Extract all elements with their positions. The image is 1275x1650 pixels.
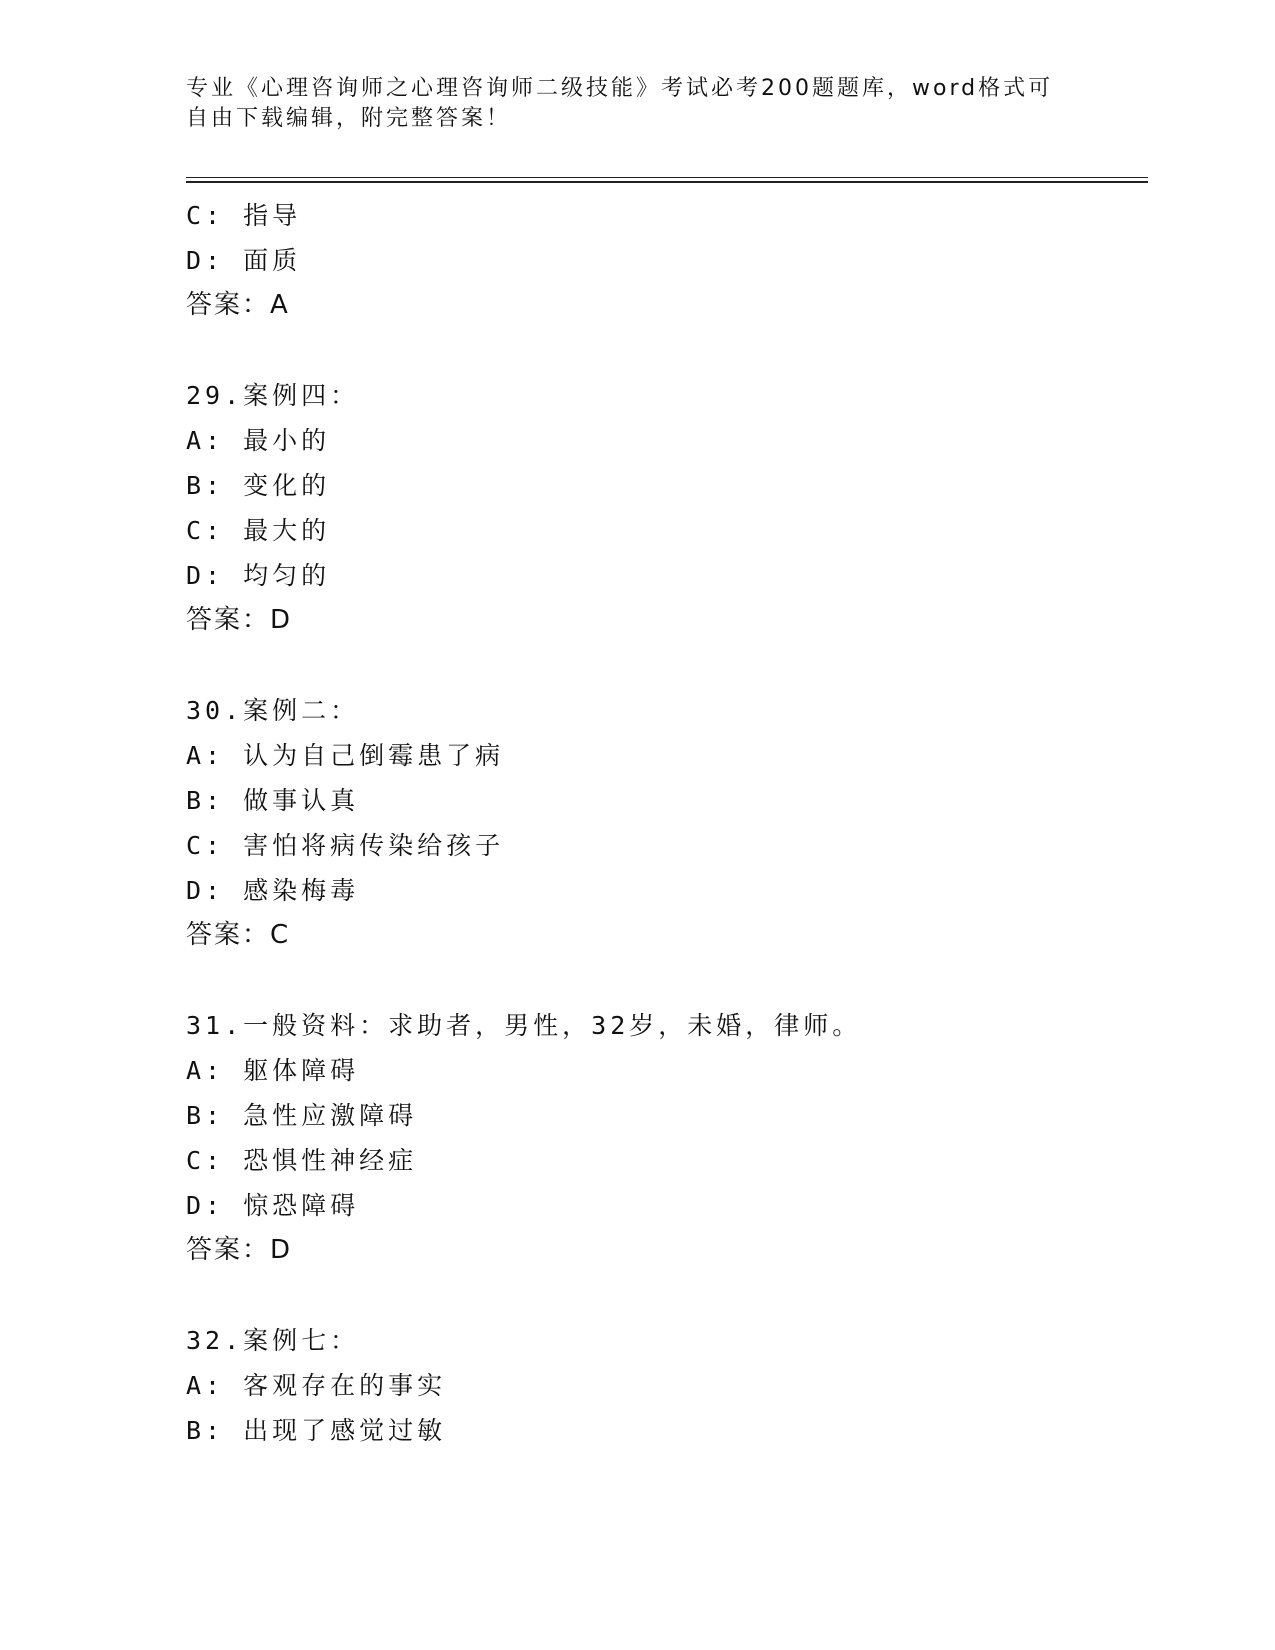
option-b: B: 急性应激障碍: [186, 1101, 418, 1130]
question-fragment: [186, 193, 1146, 328]
spacer: [186, 958, 1146, 1003]
option-c: C: 恐惧性神经症: [186, 1146, 418, 1175]
option-c: C: 最大的: [186, 516, 331, 545]
question-list: [186, 193, 1146, 1453]
question-title: 30.案例二：: [186, 696, 360, 725]
header-divider-thick: [186, 181, 1148, 183]
question-title: 32.案例七：: [186, 1326, 360, 1355]
question-title: 31.一般资料：求助者，男性，32岁，未婚，律师。: [186, 1011, 862, 1040]
spacer: [186, 328, 1146, 373]
question-29: [186, 373, 1146, 643]
answer-line: 答案：C: [186, 920, 291, 950]
option-c: C: 指导: [186, 201, 302, 230]
header-text: 专业《心理咨询师之心理咨询师二级技能》考试必考200题题库，word格式可自由下载编辑，附完整答案！: [186, 76, 1054, 131]
question-32: [186, 1318, 1146, 1453]
option-a: A: 最小的: [186, 426, 331, 455]
option-b: B: 变化的: [186, 471, 331, 500]
answer-line: 答案：A: [186, 290, 290, 320]
spacer: [186, 1273, 1146, 1318]
header-divider-thin: [186, 177, 1148, 178]
option-a: A: 客观存在的事实: [186, 1371, 447, 1400]
question-31: [186, 1003, 1146, 1273]
option-a: A: 躯体障碍: [186, 1056, 360, 1085]
spacer: [186, 643, 1146, 688]
option-d: D: 均匀的: [186, 561, 331, 590]
answer-line: 答案：D: [186, 1235, 293, 1265]
question-title: 29.案例四：: [186, 381, 360, 410]
option-c: C: 害怕将病传染给孩子: [186, 831, 505, 860]
option-d: D: 惊恐障碍: [186, 1191, 360, 1220]
option-b: B: 出现了感觉过敏: [186, 1416, 447, 1445]
option-a: A: 认为自己倒霉患了病: [186, 741, 505, 770]
question-30: [186, 688, 1146, 958]
option-d: D: 感染梅毒: [186, 876, 360, 905]
option-d: D: 面质: [186, 246, 302, 275]
document-header: [186, 74, 1066, 134]
answer-line: 答案：D: [186, 605, 293, 635]
option-b: B: 做事认真: [186, 786, 360, 815]
